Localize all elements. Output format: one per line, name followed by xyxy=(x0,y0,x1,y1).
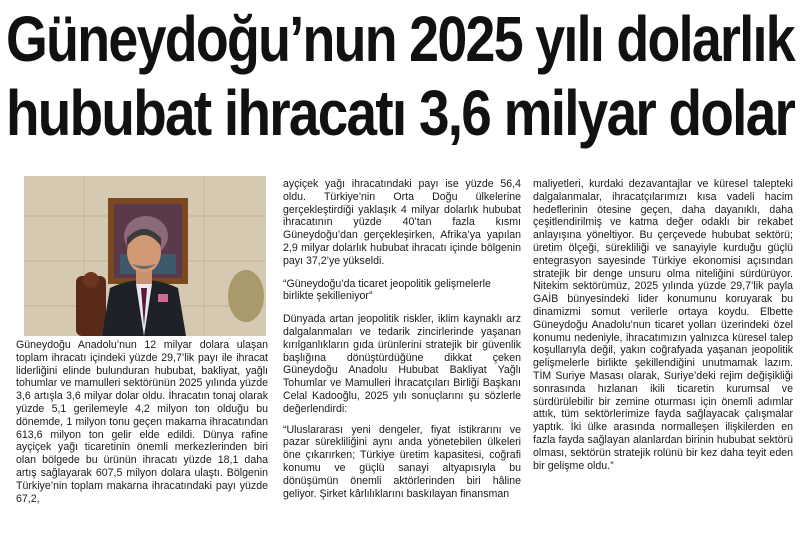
pull-quote-subheading: “Güneydoğu’da ticaret jeopolitik gelişmelerle birlikte şekilleniyor” xyxy=(283,277,491,303)
headline-line-2: hububat ihracatı 3,6 milyar dolar xyxy=(6,77,795,149)
portrait-photo-icon xyxy=(24,176,266,336)
article-column-2 xyxy=(283,178,521,508)
column-2-paragraph-1: ayçiçek yağı ihracatındaki payı ise yüzde 56,4 oldu. Türkiye’nin Orta Doğu ülkelerine gerçekleştirdiği yaklaşık 4 milyar dolarlık hububat ihracatının yüzde 40’tan fazla kısmı Güneydoğu’dan gerçekleşirken, Afrika’ya yapılan 2,9 milyar dolarlık hububat ihracatı içinde bölgenin payı 37,2’ye yükseldi. xyxy=(283,178,521,267)
article-column-1: Güneydoğu Anadolu’nun 12 milyar dolara ulaşan toplam ihracatı içindeki yüzde 29,7’lik payı ile ihracat liderliğini elinde bulunduran hububat, bakliyat, yağlı tohumlar ve mamulleri sektörünün 2025 yılında yüzde 3,6 artışla 3,6 milyar dolar oldu. İhracatın tonaj olarak yüzde 5,1 gerilemeyle 4,2 milyon ton olduğu bu dönemde, 1 milyon tonu geçen makarna ihracatından 613,6 milyon ton gelir elde edildi. Dünya rafine ayçiçek yağı ticaretinin önemli merkezlerinden biri olan bölgede bu ürünün ihracatı yüzde 18,1 daha artış sağlayarak 607,5 milyon dolara ulaştı. Bölgenin Türkiye’nin toplam makarna ihracatındaki payı yüzde 67,2, xyxy=(16,339,268,505)
article-column-3: maliyetleri, kurdaki dezavantajlar ve küresel talepteki dalgalanmalar, ihracatçılarımızı kısa vadeli hacim hedeflerinin ötesine geçen, daha dayanıklı, daha çeşitlendirilmiş ve katma değer odaklı bir rekabet anlayışına yöneltiyor. Bu çerçevede hububat sektörü; üretim ölçeği, sürekliliği ve sanayiyle kurduğu güçlü entegrasyon sayesinde Türkiye ekonomisi açısından stratejik bir denge unsuru olma niteliğini sürdürüyor. Nitekim sektörümüz, 2025 yılında yüzde 29,7’lik payla GAİB bünyesindeki lider konumunu koruyarak bu dinamizmi somut verilerle ortaya koydu. Elbette Güneydoğu Anadolu’nun ticaret yolları üzerindeki özel konumu nedeniyle, ihracatımızın yalnızca küresel talep koşullarıyla değil, yakın coğrafyada yaşanan jeopolitik gelişmelerle birlikte şekillendiğini unutmamak lazım. TİM Suriye Masası olarak, Suriye’deki rejim değişikliği sonrasında hızlanan ikili ticaretin kurumsal ve sürdürülebilir bir zemine oturması için önemli adımlar attık, tüm sektörlerimize fayda sağlayacak çalışmalar yaptık. İki ülke arasında normalleşen ilişkilerden en fazla fayda sağlayan alanlardan birinin hububat sektörü olması, sektörün stratejik rolünü bir kez daha teyit eden bir gelişme oldu.” xyxy=(533,178,793,472)
column-2-paragraph-2: Dünyada artan jeopolitik riskler, iklim kaynaklı arz dalgalanmaları ve tedarik zincirlerinde yaşanan kırılganlıkların gıda ürünlerini stratejik bir güvenlik başlığına dönüştürdüğüne dikkat çeken Güneydoğu Anadolu Hububat Bakliyat Yağlı Tohumlar ve Mamulleri İhracatçıları Birliği Başkanı Celal Kadooğlu, 2025 yılı sonuçlarını şu sözlerle değerlendirdi: xyxy=(283,313,521,415)
headline-line-1: Güneydoğu’nun 2025 yılı dolarlık xyxy=(6,3,794,75)
portrait-photo xyxy=(24,176,266,336)
headline xyxy=(6,2,796,150)
column-2-paragraph-3: “Uluslararası yeni dengeler, fiyat istikrarını ve pazar sürekliliğini aynı anda yönetebilen ülkeleri öne çıkarırken; Türkiye üretim kapasitesi, coğrafi konumu ve güçlü sanayi altyapısıyla bu dönüşümün önemli aktörlerinden biri hâline geliyor. Şirket kârlılıklarını baskılayan finansman xyxy=(283,423,521,500)
